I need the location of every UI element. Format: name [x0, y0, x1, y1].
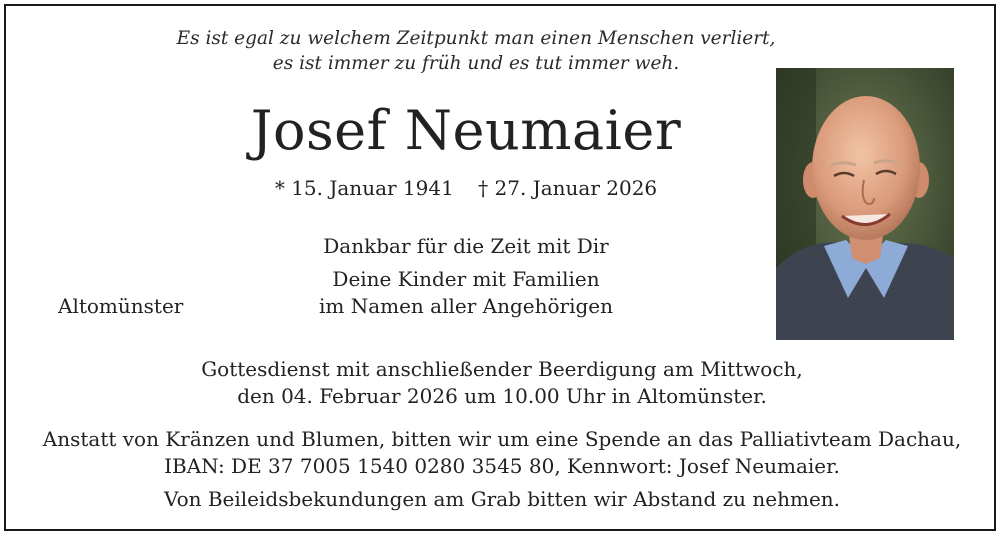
- mourners-line-1: Deine Kinder mit Familien: [332, 267, 600, 291]
- thanks-line: Dankbar für die Zeit mit Dir: [323, 234, 609, 258]
- obituary-card: [4, 4, 996, 531]
- deceased-name: Josef Neumaier: [250, 99, 682, 162]
- donation-line-2: IBAN: DE 37 7005 1540 0280 3545 80, Kennwort: Josef Neumaier.: [164, 454, 840, 478]
- donation-line-1: Anstatt von Kränzen und Blumen, bitten wir um eine Spende an das Palliativteam Dachau,: [42, 427, 962, 451]
- portrait-photo: [776, 68, 954, 340]
- death-date: † 27. Januar 2026: [478, 176, 658, 200]
- mourners-line-2: im Namen aller Angehörigen: [318, 294, 613, 318]
- motto-line-1: Es ist egal zu welchem Zeitpunkt man einen Menschen verliert,: [176, 28, 776, 49]
- motto-line-2: es ist immer zu früh und es tut immer weh.: [272, 53, 680, 74]
- service-line-2: den 04. Februar 2026 um 10.00 Uhr in Altomünster.: [237, 384, 767, 408]
- portrait-image: [776, 68, 954, 340]
- service-line-1: Gottesdienst mit anschließender Beerdigung am Mittwoch,: [201, 357, 803, 381]
- life-dates: [156, 174, 776, 202]
- place-name: Altomünster: [58, 294, 184, 318]
- condolence-request: Von Beileidsbekundungen am Grab bitten wir Abstand zu nehmen.: [163, 487, 841, 511]
- birth-date: * 15. Januar 1941: [274, 176, 454, 200]
